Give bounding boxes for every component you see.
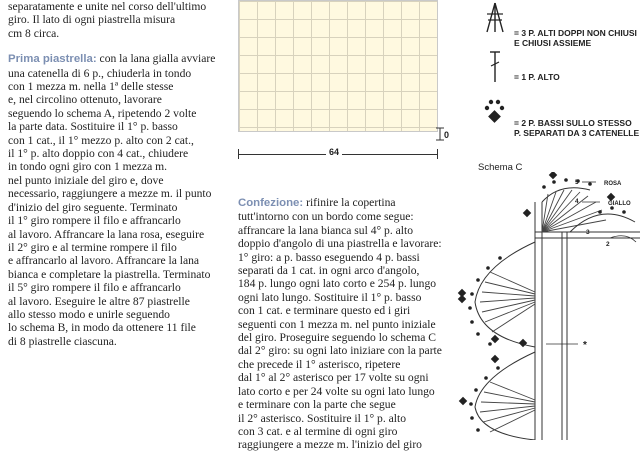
intro-line: cm 8 circa. — [8, 26, 60, 40]
prima-line: al lavoro. Eseguire le altre 87 piastrelle — [8, 294, 190, 308]
legend-double-text: = 3 P. ALTI DOPPI NON CHIUSI E CHIUSI ASSIEME — [514, 28, 637, 48]
confezione-line: dal 2° giro: su ogni lato iniziare con la parte — [238, 344, 442, 358]
confezione-line: separati da 1 cat. in ogni arco d'angolo, — [238, 264, 420, 278]
giallo-label: GIALLO — [608, 201, 631, 207]
confezione-line: tutt'intorno con un bordo come segue: — [238, 210, 414, 224]
row-3-label: 3 — [586, 229, 590, 236]
confezione-line: doppio d'angolo di una piastrella e lavorare: — [238, 237, 442, 251]
instructions-column-1 — [8, 0, 238, 348]
prima-line: bianca e completare la piastrella. Terminato — [8, 267, 211, 281]
confezione-line: e terminare con la parte che segue — [238, 398, 396, 412]
prima-line: e, nel circolino ottenuto, lavorare — [8, 93, 162, 107]
prima-line: e affrancarlo al lavoro. Affrancare la lana — [8, 254, 200, 268]
triple-double-crochet-symbol-icon — [484, 0, 506, 34]
legend-alto-text: = 1 P. ALTO — [514, 72, 560, 82]
prima-line: una catenella di 6 p., chiuderla in tondo — [8, 66, 192, 80]
corner-dimension-line — [436, 126, 446, 142]
intro-line: giro. Il lato di ogni piastrella misura — [8, 13, 176, 27]
corner-dimension-label: 0 — [444, 130, 450, 140]
row-4-label: 4 — [575, 198, 579, 205]
width-dimension-label: 64 — [326, 147, 342, 157]
confezione-line: del giro. Proseguire seguendo lo schema C — [238, 331, 437, 345]
prima-line: il 1° p. alto doppio con 4 cat., chiudere — [8, 147, 189, 161]
confezione-heading: Confezione: — [238, 197, 304, 209]
intro-line: separatamente e unite nel corso dell'ultimo — [8, 0, 207, 13]
legend-bassi-text: = 2 P. BASSI SULLO STESSO P. SEPARATI DA 3 CATENELLE — [514, 118, 640, 138]
confezione-line: affrancare la lana bianca sul 4° p. alto — [238, 223, 414, 237]
prima-line: il 5° giro rompere il filo e affrancarlo — [8, 281, 181, 295]
prima-line: la parte data. Sostituire il 1° p. basso — [8, 120, 178, 134]
schema-c-title: Schema C — [478, 162, 523, 173]
confezione-line: ogni lato lungo. Sostituire il 1° p. basso — [238, 290, 422, 304]
asterisk-marker: * — [583, 340, 587, 351]
row-2-label: 2 — [606, 241, 610, 248]
confezione-line: che precede il 1° asterisco, ripetere — [238, 357, 401, 371]
confezione-line: raggiungere a mezze m. l'inizio del giro — [238, 438, 422, 452]
confezione-line: seguenti con 1 mezza m. nel punto iniziale — [238, 317, 436, 331]
prima-line: di 8 piastrelle ciascuna. — [8, 334, 117, 348]
prima-line: nel punto iniziale del giro e, dove — [8, 173, 164, 187]
prima-line: seguendo lo schema A, ripetendo 2 volte — [8, 106, 197, 120]
confezione-line-first: Confezione: rifinire la copertina — [238, 196, 396, 209]
double-single-crochet-symbol-icon — [482, 98, 508, 124]
prima-line: con 1 mezza m. nella 1ª delle stesse — [8, 80, 174, 94]
prima-line: al lavoro. Affrancare la lana rosa, eseguire — [8, 227, 205, 241]
prima-line-first: Prima piastrella: con la lana gialla avviare — [8, 52, 216, 66]
width-dimension — [238, 149, 438, 159]
prima-piastrella-heading: Prima piastrella: — [8, 53, 97, 66]
row-5-label: 5 — [575, 179, 579, 186]
prima-line: lo schema B, in modo da ottenere 11 file — [8, 321, 196, 335]
rosa-label: ROSA — [604, 181, 622, 187]
confezione-line: con 3 cat. e al termine di ogni giro — [238, 424, 398, 438]
confezione-line: con 1 cat. e terminare questo ed i giri — [238, 304, 411, 318]
prima-line: d'inizio del giro seguente. Terminato — [8, 200, 178, 214]
prima-line: con 1 cat., il 1° mezzo p. alto con 2 cat., — [8, 133, 194, 147]
prima-line: necessario, raggiungere a mezze m. il punto — [8, 187, 212, 201]
confezione-line: 1° giro: a p. basso eseguendo 4 p. bassi — [238, 250, 420, 264]
confezione-line: dal 1° al 2° asterisco per 17 volte su ogni — [238, 371, 429, 385]
instructions-column-2 — [238, 196, 462, 452]
prima-line: il 2° giro e al termine rompere il filo — [8, 240, 177, 254]
treble-crochet-symbol-icon — [488, 50, 502, 84]
schema-c-diagram — [440, 172, 640, 440]
confezione-line: il 2° asterisco. Sostituire il 1° p. alto — [238, 411, 407, 425]
prima-line: in tondo ogni giro con 1 mezza m. — [8, 160, 168, 174]
prima-line: il 1° giro rompere il filo e affrancarlo — [8, 214, 181, 228]
confezione-line: 184 p. lungo ogni lato corto e 254 p. lungo — [238, 277, 437, 291]
prima-line: allo stesso modo e unirle seguendo — [8, 307, 170, 321]
blanket-grid-diagram — [238, 0, 438, 132]
confezione-line: lato corto e per 24 volte su ogni lato lungo — [238, 384, 435, 398]
